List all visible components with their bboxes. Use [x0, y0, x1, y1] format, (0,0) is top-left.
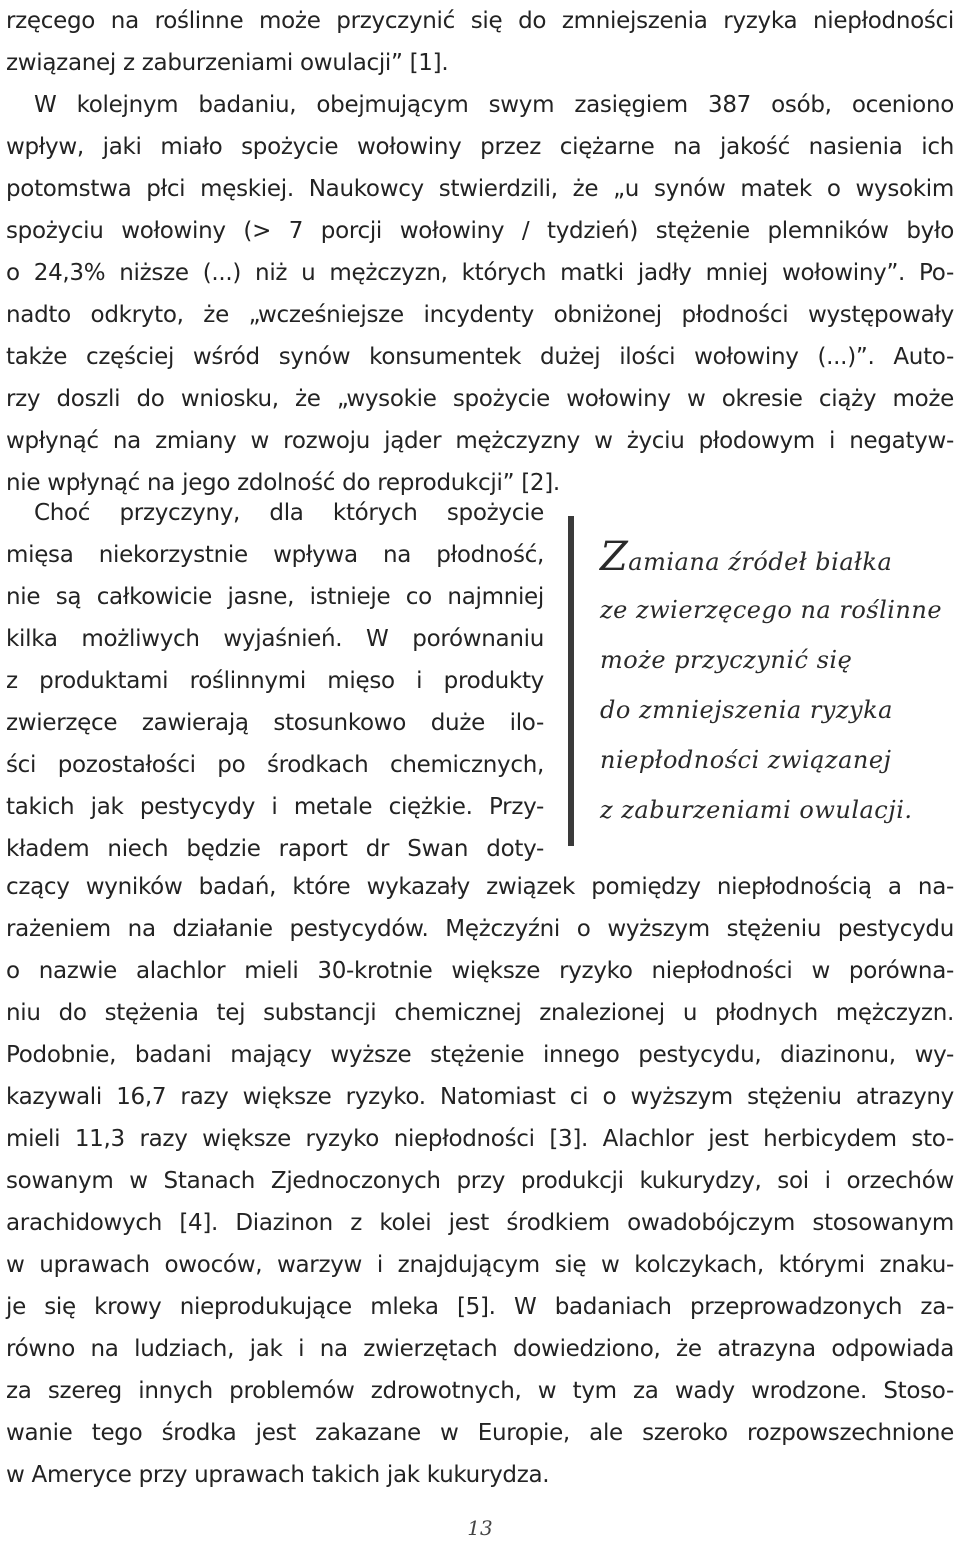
pull-quote-line: ze zwierzęcego na roślinne [600, 596, 943, 624]
body-line: o nazwie alachlor mieli 30-krotnie większe ryzyko niepłodności w porówna- [6, 958, 954, 984]
pull-quote-line: może przyczynić się [600, 646, 853, 674]
page-number: 13 [467, 1516, 493, 1540]
body-line: rażeniem na działanie pestycydów. Mężczyźni o wyższym stężeniu pestycydu [6, 916, 954, 942]
pull-quote-drop-cap: Z [600, 534, 629, 580]
body-line: sowanym w Stanach Zjednoczonych przy produkcji kukurydzy, soi i orzechów [6, 1168, 954, 1194]
body-line: nie są całkowicie jasne, istnieje co najmniej [6, 584, 544, 610]
body-line: mięsa niekorzystnie wpływa na płodność, [6, 542, 544, 568]
body-line: wanie tego środka jest zakazane w Europie, ale szeroko rozpowszechnione [6, 1420, 954, 1446]
body-line: związanej z zaburzeniami owulacji” [1]. [6, 50, 449, 76]
body-line: za szereg innych problemów zdrowotnych, w tym za wady wrodzone. Stoso- [6, 1378, 954, 1404]
body-line: równo na ludziach, jak i na zwierzętach dowiedziono, że atrazyna odpowiada [6, 1336, 954, 1362]
body-line: takich jak pestycydy i metale ciężkie. Przy- [6, 794, 544, 820]
pull-quote-line [600, 534, 892, 580]
pull-quote-line: niepłodności związanej [600, 746, 892, 774]
body-line: W kolejnym badaniu, obejmującym swym zasięgiem 387 osób, oceniono [34, 92, 954, 118]
body-line: wpływ, jaki miało spożycie wołowiny przez ciężarne na jakość nasienia ich [6, 134, 954, 160]
body-line: Choć przyczyny, dla których spożycie [34, 500, 544, 526]
body-line: nadto odkryto, że „wcześniejsze incydenty obniżonej płodności występowały [6, 302, 954, 328]
body-line: także częściej wśród synów konsumentek dużej ilości wołowiny (...)”. Auto- [6, 344, 954, 370]
pull-quote-line-text: amiana źródeł białka [628, 548, 893, 576]
body-line: nie wpłynąć na jego zdolność do reprodukcji” [2]. [6, 470, 560, 496]
body-line: je się krowy nieprodukujące mleka [5]. W badaniach przeprowadzonych za- [6, 1294, 954, 1320]
body-line: o 24,3% niższe (...) niż u mężczyzn, których matki jadły mniej wołowiny”. Po- [6, 260, 954, 286]
body-line: z produktami roślinnymi mięso i produkty [6, 668, 544, 694]
pull-quote-bar [568, 516, 574, 846]
body-line: Podobnie, badani mający wyższe stężenie innego pestycydu, diazinonu, wy- [6, 1042, 954, 1068]
body-line: kładem niech będzie raport dr Swan doty- [6, 836, 544, 862]
body-line: mieli 11,3 razy większe ryzyko niepłodności [3]. Alachlor jest herbicydem sto- [6, 1126, 954, 1152]
body-line: potomstwa płci męskiej. Naukowcy stwierdzili, że „u synów matek o wysokim [6, 176, 954, 202]
body-line: rzy doszli do wniosku, że „wysokie spożycie wołowiny w okresie ciąży może [6, 386, 954, 412]
pull-quote [568, 516, 958, 846]
pull-quote-line: do zmniejszenia ryzyka [600, 696, 893, 724]
body-line: niu do stężenia tej substancji chemicznej znalezionej u płodnych mężczyzn. [6, 1000, 954, 1026]
body-line: w uprawach owoców, warzyw i znajdującym się w kolczykach, którymi znaku- [6, 1252, 954, 1278]
body-line: arachidowych [4]. Diazinon z kolei jest środkiem owadobójczym stosowanym [6, 1210, 954, 1236]
body-line: ści pozostałości po środkach chemicznych, [6, 752, 544, 778]
body-line: wpłynąć na zmiany w rozwoju jąder mężczyzny w życiu płodowym i negatyw- [6, 428, 954, 454]
body-line: rzęcego na roślinne może przyczynić się do zmniejszenia ryzyka niepłodności [6, 8, 954, 34]
body-line: kilka możliwych wyjaśnień. W porównaniu [6, 626, 544, 652]
pull-quote-line: z zaburzeniami owulacji. [600, 796, 913, 824]
body-line: w Ameryce przy uprawach takich jak kukurydza. [6, 1462, 550, 1488]
body-line: kazywali 16,7 razy większe ryzyko. Natomiast ci o wyższym stężeniu atrazyny [6, 1084, 954, 1110]
body-line: czący wyników badań, które wykazały związek pomiędzy niepłodnością a na- [6, 874, 954, 900]
body-line: zwierzęce zawierają stosunkowo duże ilo- [6, 710, 544, 736]
body-line: spożyciu wołowiny (> 7 porcji wołowiny / tydzień) stężenie plemników było [6, 218, 954, 244]
